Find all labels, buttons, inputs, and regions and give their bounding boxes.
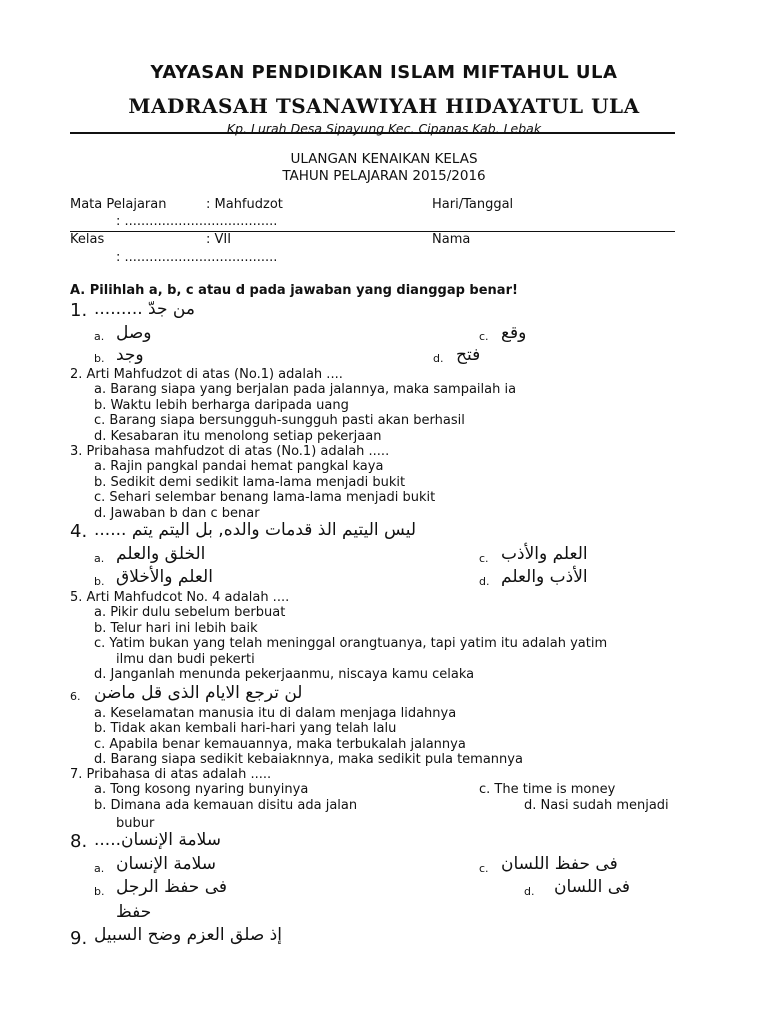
section-a-instruction: A. Pilihlah a, b, c atau d pada jawaban yang dianggap benar! bbox=[70, 283, 518, 298]
exam-title: ULANGAN KENAIKAN KELAS bbox=[290, 151, 478, 167]
q1-option-a: وصل bbox=[116, 323, 152, 343]
school-name: MADRASAH TSANAWIYAH HIDAYATUL ULA bbox=[128, 94, 640, 118]
subject-label: Mata Pelajaran bbox=[70, 197, 167, 212]
q1-option-c-label: c. bbox=[479, 330, 489, 343]
q8-option-d: فى اللسان bbox=[554, 877, 631, 897]
q4-option-c-label: c. bbox=[479, 552, 489, 565]
date-label: Hari/Tanggal bbox=[432, 197, 514, 212]
q4-text: ليس اليتيم الذ قدمات والده, بل اليتم يتم ...... bbox=[94, 520, 417, 540]
subject-value: : Mahfudzot bbox=[206, 197, 283, 212]
q3-option-b: b. Sedikit demi sedikit lama-lama menjadi bukit bbox=[94, 475, 406, 490]
class-label: Kelas bbox=[70, 232, 105, 247]
q8-option-b: فى حفظ الرجل bbox=[116, 877, 228, 897]
q7-option-b: b. Dimana ada kemauan disitu ada jalan bbox=[94, 798, 358, 813]
q4-option-a-label: a. bbox=[94, 552, 105, 565]
q4-option-b-label: b. bbox=[94, 575, 105, 588]
q7-option-c: c. The time is money bbox=[479, 782, 616, 797]
q4-option-a: الخلق والعلم bbox=[116, 544, 206, 564]
q4-option-b: العلم والأخلاق bbox=[116, 567, 213, 587]
q3-text: 3. Pribahasa mahfudzot di atas (No.1) adalah ..... bbox=[70, 444, 390, 459]
q5-option-d: d. Janganlah menunda pekerjaanmu, niscaya kamu celaka bbox=[94, 667, 475, 682]
q8-option-c-label: c. bbox=[479, 862, 489, 875]
q5-text: 5. Arti Mahfudcot No. 4 adalah .... bbox=[70, 590, 290, 605]
q9-text: إذ صلق العزم وضح السبيل bbox=[94, 925, 282, 945]
q4-option-c: العلم والأذب bbox=[501, 544, 588, 564]
q6-text: لن ترجع الايام الذى قل ماضن bbox=[94, 683, 303, 703]
q8-option-b-continued: حفظ bbox=[116, 902, 152, 922]
q3-option-c: c. Sehari selembar benang lama-lama menjadi bukit bbox=[94, 490, 436, 505]
q6-option-b: b. Tidak akan kembali hari-hari yang telah lalu bbox=[94, 721, 397, 736]
q8-number: 8. bbox=[70, 831, 88, 852]
q4-option-d-label: d. bbox=[479, 575, 490, 588]
q1-option-b: وجد bbox=[116, 345, 144, 365]
q2-option-a: a. Barang siapa yang berjalan pada jalannya, maka sampailah ia bbox=[94, 382, 517, 397]
q5-option-b: b. Telur hari ini lebih baik bbox=[94, 621, 258, 636]
q7-option-a: a. Tong kosong nyaring bunyinya bbox=[94, 782, 309, 797]
q6-number: 6. bbox=[70, 690, 81, 703]
q8-text: سلامة الإنسان..... bbox=[94, 830, 222, 850]
q1-option-a-label: a. bbox=[94, 330, 105, 343]
q2-text: 2. Arti Mahfudzot di atas (No.1) adalah .... bbox=[70, 367, 343, 382]
name-field: : ..................................... bbox=[116, 250, 278, 265]
q1-option-d-label: d. bbox=[433, 352, 444, 365]
q8-option-c: فى حفظ اللسان bbox=[501, 854, 618, 874]
q5-option-c-continued: ilmu dan budi pekerti bbox=[116, 652, 255, 667]
exam-year: TAHUN PELAJARAN 2015/2016 bbox=[282, 168, 486, 184]
header-divider bbox=[70, 132, 675, 134]
q2-option-d: d. Kesabaran itu menolong setiap pekerjaan bbox=[94, 429, 382, 444]
q7-option-d-continued: bubur bbox=[116, 816, 155, 831]
q6-option-a: a. Keselamatan manusia itu di dalam menjaga lidahnya bbox=[94, 706, 457, 721]
name-label: Nama bbox=[432, 232, 471, 247]
q1-number: 1. bbox=[70, 300, 88, 321]
class-value: : VII bbox=[206, 232, 232, 247]
q2-option-b: b. Waktu lebih berharga daripada uang bbox=[94, 398, 349, 413]
q3-option-d: d. Jawaban b dan c benar bbox=[94, 506, 260, 521]
q3-option-a: a. Rajin pangkal pandai hemat pangkal kaya bbox=[94, 459, 384, 474]
q4-option-d: الأذب والعلم bbox=[501, 567, 588, 587]
q7-option-d: d. Nasi sudah menjadi bbox=[524, 798, 669, 813]
q8-option-d-label: d. bbox=[524, 885, 535, 898]
q6-option-c: c. Apabila benar kemauannya, maka terbukalah jalannya bbox=[94, 737, 466, 752]
q6-option-d: d. Barang siapa sedikit kebaiaknnya, maka sedikit pula temannya bbox=[94, 752, 523, 767]
q9-number: 9. bbox=[70, 928, 88, 949]
q1-text: من جدّ ......... bbox=[94, 299, 195, 319]
q4-number: 4. bbox=[70, 521, 88, 542]
q1-option-d: فتح bbox=[456, 345, 481, 365]
q8-option-a: سلامة الإنسان bbox=[116, 854, 216, 874]
q1-option-c: وقع bbox=[501, 323, 527, 343]
q7-text: 7. Pribahasa di atas adalah ..... bbox=[70, 767, 272, 782]
school-address: Kp. Lurah Desa Sipayung Kec. Cipanas Kab. Lebak bbox=[226, 121, 542, 136]
q2-option-c: c. Barang siapa bersungguh-sungguh pasti akan berhasil bbox=[94, 413, 465, 428]
q1-option-b-label: b. bbox=[94, 352, 105, 365]
q5-option-c: c. Yatim bukan yang telah meninggal orangtuanya, tapi yatim itu adalah yatim bbox=[94, 636, 608, 651]
q8-option-a-label: a. bbox=[94, 862, 105, 875]
foundation-name: YAYASAN PENDIDIKAN ISLAM MIFTAHUL ULA bbox=[150, 62, 618, 83]
info-divider bbox=[70, 231, 675, 232]
date-field: : ..................................... bbox=[116, 214, 278, 229]
q8-option-b-label: b. bbox=[94, 885, 105, 898]
q5-option-a: a. Pikir dulu sebelum berbuat bbox=[94, 605, 286, 620]
